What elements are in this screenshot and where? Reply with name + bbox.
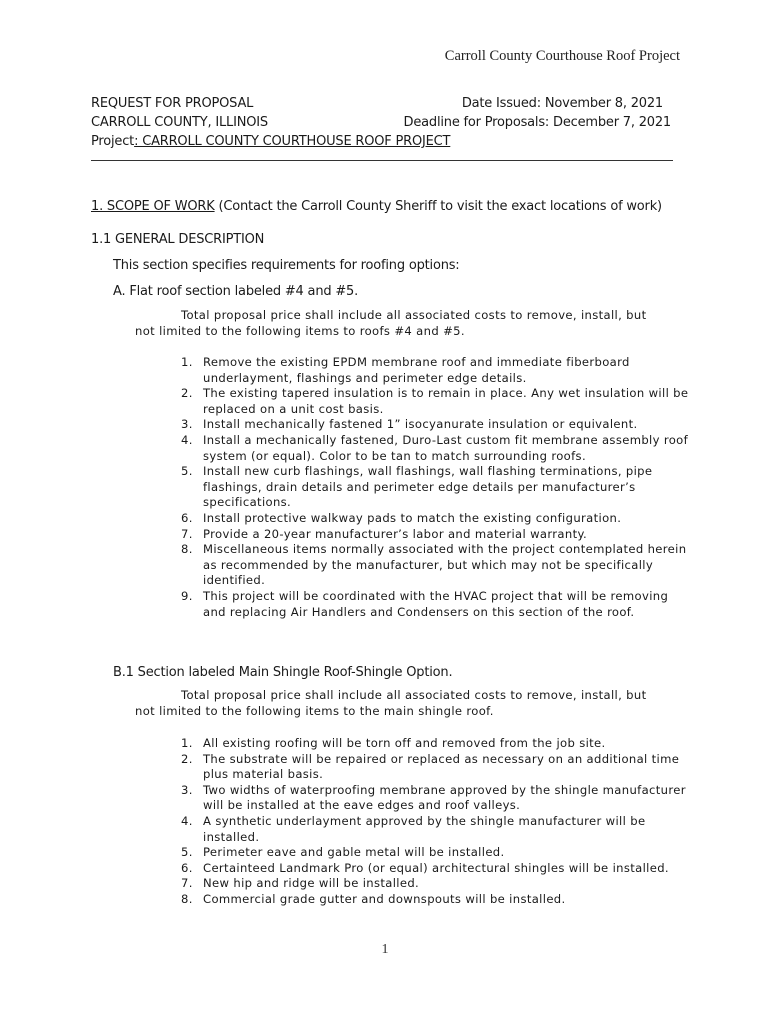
list-item-text: The existing tapered insulation is to remain in place. Any wet insulation will be replaced on a unit cost basis. (203, 386, 689, 416)
proposal-deadline: Deadline for Proposals: December 7, 2021 (403, 115, 671, 130)
list-item (181, 752, 691, 783)
list-item (181, 892, 691, 908)
rfp-label: REQUEST FOR PROPOSAL (91, 96, 254, 111)
section-b1-intro (135, 688, 647, 719)
list-item-number: 1. (181, 736, 193, 750)
section-1-1-description: This section specifies requirements for roofing options: (113, 258, 460, 273)
section-1-note: (Contact the Carroll County Sheriff to visit the exact locations of work) (214, 199, 662, 214)
list-item-text: Perimeter eave and gable metal will be installed. (203, 845, 505, 860)
list-item-text: Miscellaneous items normally associated with the project contemplated herein as recommended by the manufacturer, but which may not be specifically identified. (203, 542, 687, 588)
section-b1-title: B.1 Section labeled Main Shingle Roof-Shingle Option. (113, 665, 453, 680)
header-divider (91, 160, 673, 161)
list-item-number: 2. (181, 386, 193, 401)
running-header: Carroll County Courthouse Roof Project (444, 48, 680, 64)
list-item-text: Commercial grade gutter and downspouts will be installed. (203, 891, 566, 906)
section-b1-item-list (181, 736, 691, 908)
list-item-text: Two widths of waterproofing membrane approved by the shingle manufacturer will be installed at the eave edges and roof valleys. (203, 782, 686, 813)
section-a-title: A. Flat roof section labeled #4 and #5. (113, 284, 359, 299)
list-item-text: Install mechanically fastened 1” isocyanurate insulation or equivalent. (203, 417, 638, 432)
list-item-text: Certainteed Landmark Pro (or equal) architectural shingles will be installed. (203, 860, 669, 875)
project-line (91, 132, 450, 151)
list-item-number: 2. (181, 751, 193, 766)
project-prefix: Project (91, 134, 135, 149)
section-a-intro-line1: Total proposal price shall include all associated costs to remove, install, but (181, 308, 647, 322)
list-item-number: 6. (181, 510, 193, 525)
list-item (181, 783, 691, 814)
list-item-text: A synthetic underlayment approved by the shingle manufacturer will be installed. (203, 813, 646, 844)
list-item-text: Remove the existing EPDM membrane roof and immediate fiberboard underlayment, flashings and perimeter edge details. (203, 355, 630, 385)
list-item-text: New hip and ridge will be installed. (203, 876, 420, 891)
list-item (181, 876, 691, 892)
list-item (181, 464, 691, 511)
county-label: CARROLL COUNTY, ILLINOIS (91, 115, 268, 130)
list-item (181, 861, 691, 877)
date-issued: Date Issued: November 8, 2021 (461, 96, 663, 111)
list-item-text: The substrate will be repaired or replaced as necessary on an additional time plus material basis. (203, 751, 680, 782)
rfp-header-block (91, 94, 671, 151)
section-1-heading (91, 198, 662, 216)
list-item (181, 845, 691, 861)
list-item-text: Install protective walkway pads to match the existing configuration. (203, 510, 622, 525)
list-item (181, 433, 691, 464)
list-item-number: 4. (181, 813, 193, 828)
list-item (181, 355, 691, 386)
project-name: : CARROLL COUNTY COURTHOUSE ROOF PROJECT (134, 134, 451, 149)
list-item (181, 814, 691, 845)
section-1-title: 1. SCOPE OF WORK (91, 199, 215, 214)
list-item-number: 9. (181, 588, 193, 603)
section-b1-intro-line1: Total proposal price shall include all associated costs to remove, install, but (181, 688, 647, 702)
list-item-number: 1. (181, 355, 193, 369)
list-item-number: 3. (181, 417, 193, 432)
list-item (181, 511, 691, 527)
section-a-item-list (181, 355, 691, 620)
list-item-number: 7. (181, 876, 193, 891)
list-item (181, 386, 691, 417)
section-a-intro (135, 308, 647, 339)
list-item (181, 417, 691, 433)
list-item-number: 8. (181, 891, 193, 906)
list-item-text: Install a mechanically fastened, Duro-Last custom fit membrane assembly roof system (or equal). Color to be tan to match surrounding roofs. (203, 432, 689, 463)
section-a-intro-line2: not limited to the following items to roofs #4 and #5. (135, 323, 465, 338)
list-item-text: Provide a 20-year manufacturer’s labor and material warranty. (203, 526, 588, 541)
list-item-number: 8. (181, 542, 193, 557)
page-number: 1 (381, 942, 389, 957)
list-item (181, 589, 691, 620)
list-item (181, 542, 691, 589)
list-item-number: 3. (181, 782, 193, 797)
list-item-number: 4. (181, 432, 193, 447)
list-item-text: Install new curb flashings, wall flashings, wall flashing terminations, pipe flashings, drain details and perimeter edge details per manufacturer’s specifications. (203, 464, 653, 510)
list-item (181, 527, 691, 543)
list-item-text: All existing roofing will be torn off and removed from the job site. (203, 736, 606, 750)
section-b1-intro-line2: not limited to the following items to the main shingle roof. (135, 703, 494, 718)
section-1-1-title: 1.1 GENERAL DESCRIPTION (91, 232, 265, 247)
list-item-number: 6. (181, 860, 193, 875)
list-item-number: 5. (181, 464, 193, 479)
list-item-number: 7. (181, 526, 193, 541)
list-item-text: This project will be coordinated with the HVAC project that will be removing and replacing Air Handlers and Condensers on this section of the roof. (203, 588, 669, 619)
list-item (181, 736, 691, 752)
list-item-number: 5. (181, 845, 193, 860)
